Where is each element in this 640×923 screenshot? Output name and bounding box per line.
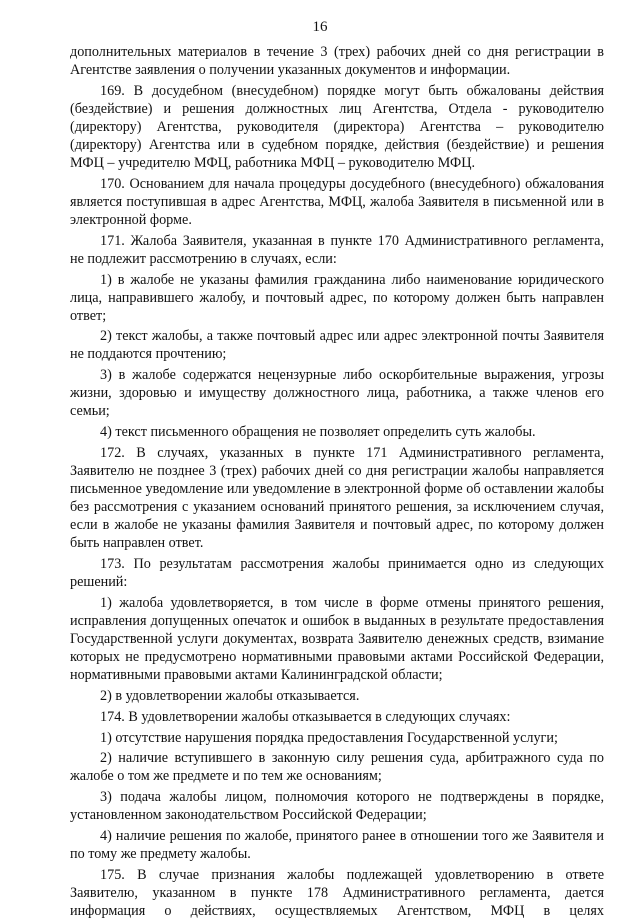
paragraph-173: 173. По результатам рассмотрения жалобы принимается одно из следующих решений: <box>70 556 604 591</box>
paragraph-169: 169. В досудебном (внесудебном) порядке могут быть обжалованы действия (бездействие) и решения должностных лиц Агентства, Отдела - руководителю (директору) Агентства, руководителя (директора) Агентства – руководителю (директору) Агентства или в судебном порядке, действия (бездействие) и решения МФЦ – учредителю МФЦ, работника МФЦ – руководителю МФЦ. <box>70 82 604 171</box>
paragraph-173-item-2: 2) в удовлетворении жалобы отказывается. <box>100 687 360 704</box>
paragraph-175: 175. В случае признания жалобы подлежащей удовлетворению в ответе Заявителю, указанном в пункте 178 Административного регламента, дается информация о действиях, осуществляемых Агентством, МФЦ в целях <box>70 867 604 920</box>
paragraph-174-item-1: 1) отсутствие нарушения порядка предоставления Государственной услуги; <box>100 729 558 746</box>
paragraph-continuation: дополнительных материалов в течение 3 (трех) рабочих дней со дня регистрации в Агентстве заявления о получении указанных документов и информации. <box>70 44 604 78</box>
paragraph-171-item-4: 4) текст письменного обращения не позволяет определить суть жалобы. <box>100 424 536 441</box>
paragraph-174: 174. В удовлетворении жалобы отказывается в следующих случаях: <box>100 708 511 725</box>
paragraph-171: 171. Жалоба Заявителя, указанная в пункте 170 Административного регламента, не подлежит рассмотрению в случаях, если: <box>70 232 604 267</box>
paragraph-173-item-1: 1) жалоба удовлетворяется, в том числе в форме отмены принятого решения, исправления допущенных опечаток и ошибок в выданных в результате предоставления Государственной услуги документах, возврата Заявителю денежных средств, взимание которых не предусмотрено нормативными правовыми актами Российской Федерации, нормативными правовыми актами Калининградской области; <box>70 594 604 683</box>
document-body <box>70 43 604 923</box>
paragraph-174-item-3: 3) подача жалобы лицом, полномочия которого не подтверждены в порядке, установленном законодательством Российской Федерации; <box>70 789 604 824</box>
paragraph-171-item-1: 1) в жалобе не указаны фамилия гражданина либо наименование юридического лица, направившего жалобу, и почтовый адрес, по которому должен быть направлен ответ; <box>70 271 604 324</box>
paragraph-171-item-2: 2) текст жалобы, а также почтовый адрес или адрес электронной почты Заявителя не поддаются прочтению; <box>70 328 604 363</box>
page-number: 16 <box>312 19 328 35</box>
paragraph-172: 172. В случаях, указанных в пункте 171 Административного регламента, Заявителю не позднее 3 (трех) рабочих дней со дня регистрации жалобы направляется письменное уведомление или уведомление в электронной форме об оставлении жалобы без рассмотрения с указанием оснований принятого решения, за исключением случая, если в жалобе не указаны фамилия Заявителя и почтовый адрес, по которому должен быть направлен ответ. <box>70 445 604 552</box>
paragraph-174-item-4: 4) наличие решения по жалобе, принятого ранее в отношении того же Заявителя и по тому же предмету жалобы. <box>70 828 604 863</box>
paragraph-171-item-3: 3) в жалобе содержатся нецензурные либо оскорбительные выражения, угрозы жизни, здоровью и имуществу должностного лица, работника, а также членов его семьи; <box>70 367 604 420</box>
paragraph-170: 170. Основанием для начала процедуры досудебного (внесудебного) обжалования является поступившая в адрес Агентства, МФЦ, жалоба Заявителя в письменной или в электронной форме. <box>70 175 604 228</box>
paragraph-174-item-2: 2) наличие вступившего в законную силу решения суда, арбитражного суда по жалобе о том же предмете и по тем же основаниям; <box>70 750 604 785</box>
